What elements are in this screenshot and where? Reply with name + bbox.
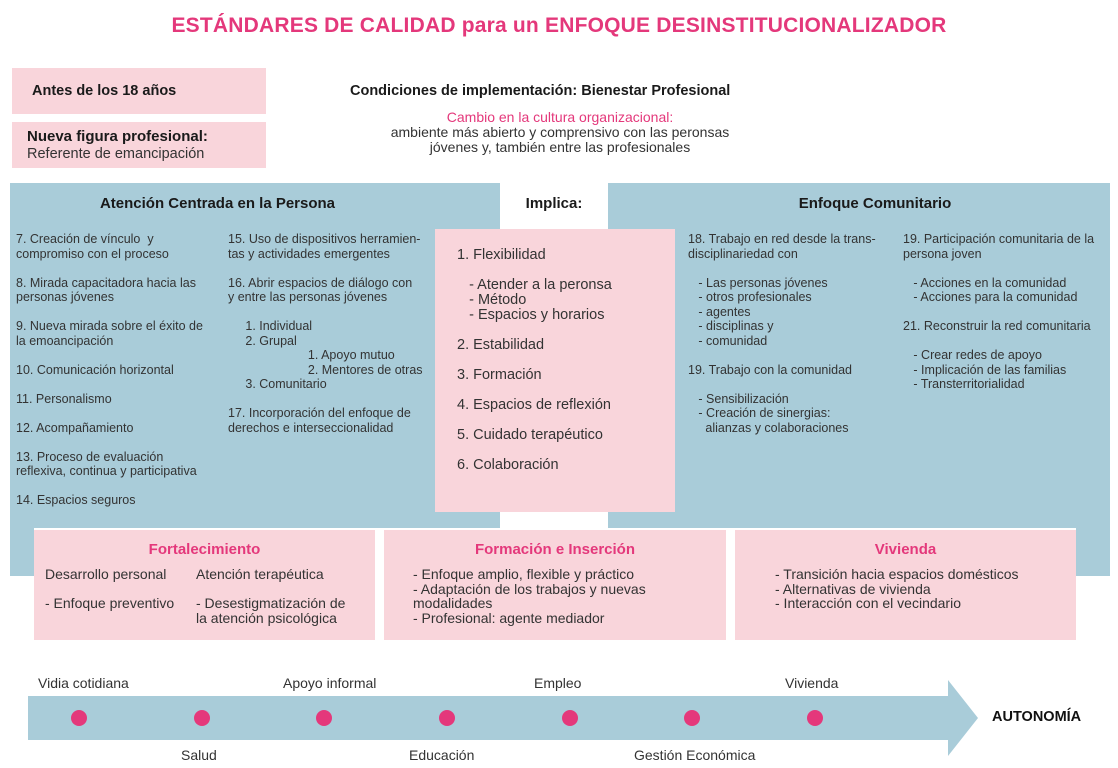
conditions-pink-line: Cambio en la cultura organizacional: <box>446 109 674 125</box>
ec-list-line: 18. Trabajo en red desde la trans- <box>688 232 876 246</box>
ec-list-line: - disciplinas y <box>688 319 774 333</box>
formacion-heading: Formación e Inserción <box>474 541 636 558</box>
ec-list-line: persona joven <box>903 246 982 261</box>
acp-list-line <box>16 377 203 392</box>
diagram-title: ESTÁNDARES DE CALIDAD para un ENFOQUE DESINSTITUCIONALIZADOR <box>171 14 947 37</box>
acp-list-line: 1. Apoyo mutuo <box>228 348 395 362</box>
implica-item: 4. Espacios de reflexión <box>457 397 611 413</box>
fortalecimiento-col2 <box>196 567 345 625</box>
timeline-dot <box>71 710 87 726</box>
figura-box <box>12 122 266 168</box>
ec-list-line: disciplinariedad con <box>688 246 798 261</box>
ec-list-line: 19. Trabajo con la comunidad <box>688 362 852 377</box>
implica-item <box>457 413 612 428</box>
fortalecimiento-box <box>34 530 375 640</box>
implica-item <box>457 443 612 458</box>
fortalecimiento-line: Desarrollo personal <box>45 566 167 582</box>
acp-list-line: 7. Creación de vínculo y <box>16 232 154 246</box>
vivienda-line: - Transición hacia espacios domésticos <box>775 566 1019 582</box>
fortalecimiento-line: Atención terapéutica <box>196 566 324 582</box>
acp-list-line: 12. Acompañamiento <box>16 420 134 435</box>
acp-list-line: tas y actividades emergentes <box>228 246 390 261</box>
acp-col2 <box>228 232 423 435</box>
implica-item: - Espacios y horarios <box>457 307 605 323</box>
ec-list-line <box>688 261 876 276</box>
formacion-line: - Profesional: agente mediador <box>413 609 605 626</box>
antes-box <box>12 68 266 114</box>
acp-list-line <box>16 406 203 421</box>
implica-list <box>457 248 612 473</box>
acp-list-line: reflexiva, continua y participativa <box>16 464 197 478</box>
vivienda-line: - Interacción con el vecindario <box>775 595 961 611</box>
acp-list-line: 2. Grupal <box>228 333 297 348</box>
acp-list-line: personas jóvenes <box>16 290 114 304</box>
ec-list-line: - Transterritorialidad <box>903 377 1025 391</box>
acp-list-line: la emoancipación <box>16 333 114 348</box>
conditions-line3: jóvenes y, también entre las profesionales <box>429 139 691 155</box>
ec-list-line <box>903 334 1094 349</box>
acp-list-line: 9. Nueva mirada sobre el éxito de <box>16 319 203 333</box>
implica-item: - Atender a la peronsa <box>457 277 612 293</box>
implica-heading: Implica: <box>525 195 583 212</box>
fortalecimiento-heading: Fortalecimiento <box>148 541 261 558</box>
acp-list-line <box>16 348 203 363</box>
acp-list-line: 17. Incorporación del enfoque de <box>228 406 411 420</box>
implica-item: 3. Formación <box>457 367 542 383</box>
ec-bottom-strip <box>1076 528 1110 576</box>
ec-col2 <box>903 232 1094 392</box>
acp-heading: Atención Centrada en la Persona <box>99 195 336 212</box>
ec-list-line: - agentes <box>688 304 751 319</box>
vivienda-box <box>735 530 1076 640</box>
acp-list-line: derechos e interseccionalidad <box>228 420 394 435</box>
acp-list-line: 15. Uso de dispositivos herramien- <box>228 232 421 246</box>
ec-list-line: - Las personas jóvenes <box>688 275 828 290</box>
ec-list-line <box>903 261 1094 276</box>
ec-heading: Enfoque Comunitario <box>798 195 952 212</box>
implica-item: 1. Flexibilidad <box>457 247 546 263</box>
autonomia-label: AUTONOMÍA <box>992 709 1082 725</box>
acp-list-line <box>16 435 203 450</box>
timeline-label-top: Vivienda <box>785 675 839 691</box>
figura-bold: Nueva figura profesional: <box>27 128 208 145</box>
fortalecimiento-line: la atención psicológica <box>196 609 337 626</box>
timeline-label-top: Empleo <box>534 675 582 691</box>
conditions-heading: Condiciones de implementación: Bienestar Profesional <box>350 83 731 99</box>
implica-item: 2. Estabilidad <box>457 337 545 353</box>
acp-list-line <box>16 305 203 320</box>
ec-list-line: - Creación de sinergias: <box>688 406 831 420</box>
timeline-label-bottom: Educación <box>409 747 475 763</box>
antes-label: Antes de los 18 años <box>32 83 177 99</box>
ec-list-line: - Implicación de las familias <box>903 362 1067 377</box>
ec-list-line <box>688 377 876 392</box>
vivienda-list <box>775 567 1019 611</box>
acp-list-line: 10. Comunicación horizontal <box>16 362 174 377</box>
timeline-label-bottom: Salud <box>181 747 217 763</box>
fortalecimiento-line <box>45 582 174 597</box>
acp-list-line: 3. Comunitario <box>228 377 327 391</box>
ec-list-line: 21. Reconstruir la red comunitaria <box>903 319 1091 333</box>
acp-list-line: y entre las personas jóvenes <box>228 290 388 304</box>
formacion-line: - Enfoque amplio, flexible y práctico <box>413 566 634 582</box>
acp-list-line: 16. Abrir espacios de diálogo con <box>228 275 413 290</box>
acp-list-line <box>16 261 203 276</box>
implica-item: 5. Cuidado terapéutico <box>457 427 603 443</box>
ec-list-line: 19. Participación comunitaria de la <box>903 232 1095 246</box>
fortalecimiento-line <box>196 582 345 597</box>
implica-item <box>457 353 612 368</box>
acp-col1 <box>16 232 203 508</box>
acp-list-line <box>228 261 423 276</box>
timeline-dot <box>684 710 700 726</box>
acp-list-line <box>228 305 423 320</box>
formacion-line: modalidades <box>413 595 493 611</box>
acp-list-line: 14. Espacios seguros <box>16 493 136 507</box>
ec-list-line: - Sensibilización <box>688 391 789 406</box>
vivienda-heading: Vivienda <box>874 541 937 558</box>
acp-list-line: compromiso con el proceso <box>16 246 169 261</box>
acp-list-line: 2. Mentores de otras <box>228 362 423 377</box>
conditions-text <box>330 110 790 155</box>
fortalecimiento-col1 <box>45 567 174 611</box>
arrow-shape <box>28 680 978 756</box>
timeline-label-bottom: Gestión Económica <box>634 747 756 763</box>
ec-list-line <box>903 305 1094 320</box>
acp-list-line <box>16 479 203 494</box>
ec-col1 <box>688 232 876 435</box>
timeline-dot <box>439 710 455 726</box>
implica-item <box>457 383 612 398</box>
ec-list-line: - Acciones para la comunidad <box>903 290 1078 304</box>
ec-list-line <box>688 348 876 363</box>
implica-item <box>457 263 612 278</box>
implica-item <box>457 323 612 338</box>
acp-list-line <box>228 392 423 407</box>
timeline-dot <box>807 710 823 726</box>
ec-list-line: - Crear redes de apoyo <box>903 348 1042 362</box>
fortalecimiento-line: - Desestigmatización de <box>196 595 346 611</box>
timeline-dot <box>194 710 210 726</box>
acp-list-line: 1. Individual <box>228 319 313 333</box>
acp-list-line: 13. Proceso de evaluación <box>16 449 164 464</box>
fortalecimiento-line: - Enfoque preventivo <box>45 595 175 611</box>
vivienda-line: - Alternativas de vivienda <box>775 580 931 597</box>
ec-list-line: - comunidad <box>688 333 768 348</box>
formacion-list <box>413 567 646 625</box>
acp-list-line: 8. Mirada capacitadora hacia las <box>16 275 196 290</box>
ec-list-line: - Acciones en la comunidad <box>903 275 1067 290</box>
formacion-box <box>384 530 726 640</box>
acp-bottom-strip <box>10 528 34 576</box>
timeline-label-top: Vidia cotidiana <box>38 675 129 691</box>
implica-item: 6. Colaboración <box>457 457 559 473</box>
timeline-label-top: Apoyo informal <box>283 675 377 691</box>
figura-text: Referente de emancipación <box>27 146 205 162</box>
ec-list-line: alianzas y colaboraciones <box>688 420 849 435</box>
acp-list-line: 11. Personalismo <box>16 391 112 406</box>
timeline-dot <box>562 710 578 726</box>
formacion-line: - Adaptación de los trabajos y nuevas <box>413 580 646 597</box>
timeline-dot <box>316 710 332 726</box>
implica-item: - Método <box>457 292 527 308</box>
ec-list-line: - otros profesionales <box>688 290 812 304</box>
conditions-line2: ambiente más abierto y comprensivo con las peronsas <box>390 124 730 140</box>
